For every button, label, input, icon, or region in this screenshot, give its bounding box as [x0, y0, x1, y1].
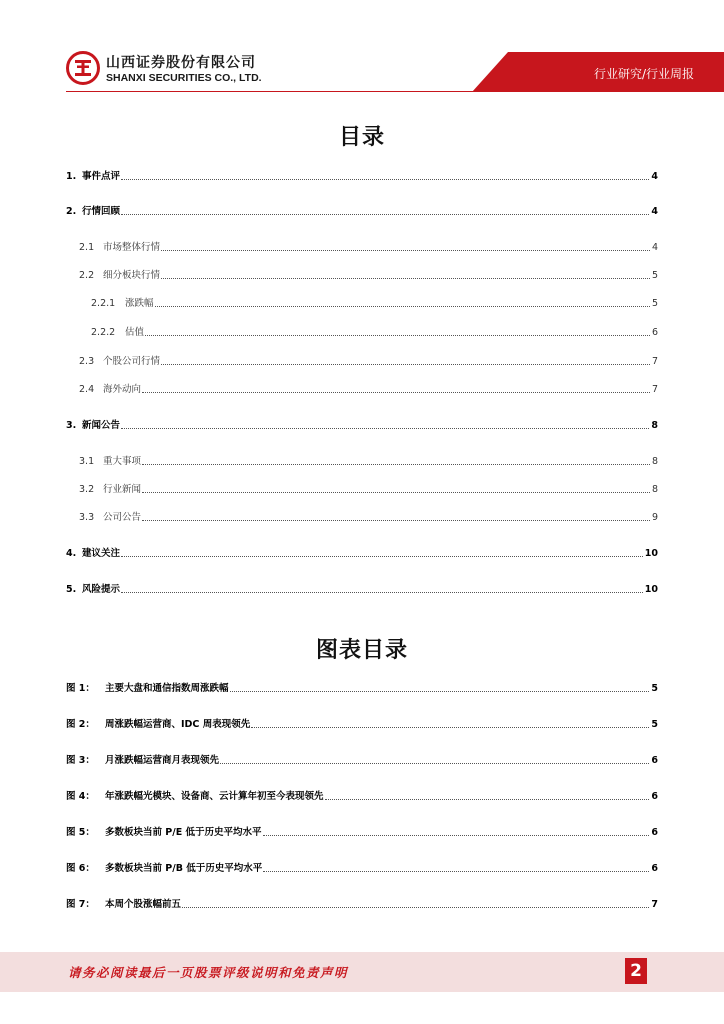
toc-entry[interactable]: [66, 510, 658, 524]
toc-title: 目录: [338, 125, 385, 150]
figure-leader-dots: [325, 799, 650, 800]
toc-leader-dots: [142, 492, 650, 493]
figure-entry[interactable]: [66, 717, 658, 731]
company-name-cn: 山西证券股份有限公司: [106, 55, 256, 71]
toc-entry[interactable]: [66, 454, 658, 468]
toc-leader-dots: [142, 392, 650, 393]
toc-page: 7: [651, 384, 658, 395]
toc-number: 1.: [66, 171, 77, 182]
toc-number: 3.: [66, 420, 77, 431]
toc-text: 市场整体行情: [103, 242, 161, 253]
toc-leader-dots: [121, 556, 643, 557]
toc-text: 重大事项: [103, 456, 142, 467]
toc-page: 5: [651, 298, 658, 309]
figure-entry[interactable]: [66, 753, 658, 767]
toc-leader-dots: [121, 592, 643, 593]
figure-number: 图 1：: [66, 683, 95, 694]
toc-page: 10: [644, 584, 658, 595]
figure-number: 图 4：: [66, 791, 95, 802]
toc-entry[interactable]: [66, 268, 658, 282]
toc-entry[interactable]: [66, 582, 658, 596]
toc-number: 3.1: [79, 456, 95, 467]
toc-page: 6: [651, 327, 658, 338]
toc-page: 8: [651, 456, 658, 467]
figure-page: 6: [651, 827, 658, 838]
report-category: 行业研究/行业周报: [593, 67, 694, 81]
figure-page: 5: [651, 683, 658, 694]
figure-leader-dots: [182, 907, 649, 908]
figure-number: 图 7：: [66, 899, 95, 910]
figure-leader-dots: [263, 871, 649, 872]
figure-number: 图 2：: [66, 719, 95, 730]
toc-number: 2.3: [79, 356, 95, 367]
figure-page: 6: [651, 755, 658, 766]
toc-leader-dots: [145, 335, 650, 336]
figure-text: 周涨跌幅运营商、IDC 周表现领先: [105, 719, 251, 730]
toc-number: 2.2: [79, 270, 95, 281]
toc-text: 行情回顾: [82, 206, 121, 217]
page-number: 2: [625, 958, 647, 984]
toc-leader-dots: [161, 250, 650, 251]
toc-page: 9: [651, 512, 658, 523]
toc-number: 3.2: [79, 484, 95, 495]
toc-text: 建议关注: [82, 548, 121, 559]
toc-number: 2.2.1: [91, 298, 116, 309]
toc-page: 4: [651, 242, 658, 253]
toc-text: 涨跌幅: [125, 298, 154, 309]
toc-entry[interactable]: [66, 240, 658, 254]
figure-text: 本周个股涨幅前五: [105, 899, 182, 910]
toc-entry[interactable]: [66, 382, 658, 396]
toc-entry[interactable]: [66, 169, 658, 183]
toc-leader-dots: [142, 464, 650, 465]
header-divider: [66, 91, 674, 92]
toc-text: 新闻公告: [82, 420, 121, 431]
toc-entry[interactable]: [66, 418, 658, 432]
toc-page: 10: [644, 548, 658, 559]
toc-leader-dots: [161, 364, 650, 365]
figure-text: 主要大盘和通信指数周涨跌幅: [105, 683, 229, 694]
toc-page: 5: [651, 270, 658, 281]
toc-entry[interactable]: [66, 204, 658, 218]
figure-entry[interactable]: [66, 789, 658, 803]
toc-text: 风险提示: [82, 584, 121, 595]
figure-leader-dots: [263, 835, 650, 836]
figure-page: 7: [651, 899, 658, 910]
figure-leader-dots: [220, 763, 649, 764]
toc-entry[interactable]: [66, 546, 658, 560]
toc-leader-dots: [121, 428, 649, 429]
figure-number: 图 3：: [66, 755, 95, 766]
toc-number: 2.1: [79, 242, 95, 253]
toc-number: 2.: [66, 206, 77, 217]
toc-number: 4.: [66, 548, 77, 559]
page-header: [0, 0, 724, 104]
toc-entry[interactable]: [66, 482, 658, 496]
toc-text: 事件点评: [82, 171, 121, 182]
figure-entry[interactable]: [66, 897, 658, 911]
toc-page: 8: [651, 420, 658, 431]
figure-text: 多数板块当前 P/B 低于历史平均水平: [105, 863, 263, 874]
figure-entry[interactable]: [66, 861, 658, 875]
toc-page: 8: [651, 484, 658, 495]
toc-leader-dots: [155, 306, 650, 307]
toc-text: 细分板块行情: [103, 270, 161, 281]
figure-page: 6: [651, 863, 658, 874]
shanxi-securities-logo-icon: [66, 51, 100, 85]
toc-text: 估值: [125, 327, 145, 338]
figure-text: 年涨跌幅光模块、设备商、云计算年初至今表现领先: [105, 791, 324, 802]
toc-page: 4: [651, 206, 658, 217]
toc-leader-dots: [121, 179, 649, 180]
figure-page: 5: [651, 719, 658, 730]
figure-list-title: 图表目录: [315, 638, 408, 663]
toc-text: 行业新闻: [103, 484, 142, 495]
toc-text: 公司公告: [103, 512, 142, 523]
toc-number: 5.: [66, 584, 77, 595]
figure-text: 月涨跌幅运营商月表现领先: [105, 755, 220, 766]
footer-disclaimer: 请务必阅读最后一页股票评级说明和免责声明: [68, 965, 349, 980]
toc-page: 7: [651, 356, 658, 367]
toc-entry[interactable]: [66, 325, 658, 339]
toc-text: 海外动向: [103, 384, 142, 395]
figure-entry[interactable]: [66, 825, 658, 839]
toc-leader-dots: [161, 278, 650, 279]
toc-leader-dots: [142, 520, 650, 521]
toc-text: 个股公司行情: [103, 356, 161, 367]
toc-number: 2.4: [79, 384, 95, 395]
figure-page: 6: [651, 791, 658, 802]
company-name-en: SHANXI SECURITIES CO., LTD.: [106, 72, 262, 84]
toc-number: 3.3: [79, 512, 95, 523]
company-logo: [66, 50, 296, 90]
toc-number: 2.2.2: [91, 327, 116, 338]
toc-leader-dots: [121, 214, 649, 215]
figure-leader-dots: [230, 691, 650, 692]
figure-number: 图 6：: [66, 863, 95, 874]
toc-entry[interactable]: [66, 296, 658, 310]
toc-page: 4: [651, 171, 658, 182]
toc-entry[interactable]: [66, 354, 658, 368]
figure-number: 图 5：: [66, 827, 95, 838]
figure-entry[interactable]: [66, 681, 658, 695]
figure-text: 多数板块当前 P/E 低于历史平均水平: [105, 827, 262, 838]
figure-leader-dots: [251, 727, 649, 728]
